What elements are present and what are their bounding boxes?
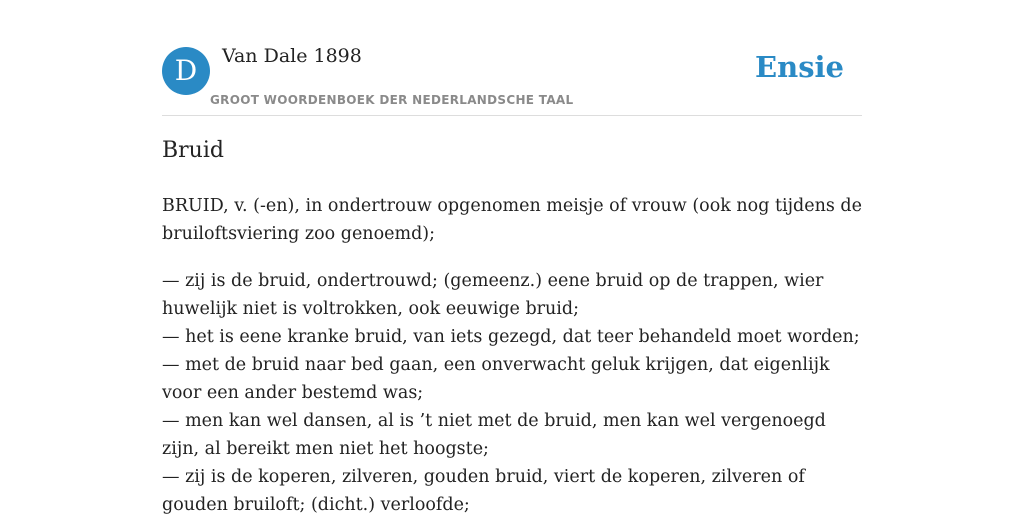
example-item: — het is eene kranke bruid, van iets gezegd, dat teer behandeld moet worden; <box>162 327 860 347</box>
entry-examples <box>162 267 862 519</box>
example-item: — zij is de koperen, zilveren, gouden bruid, viert de koperen, zilveren of gouden bruiloft; (dicht.) verloofde; <box>162 467 805 515</box>
example-item: — met de bruid naar bed gaan, een onverwacht geluk krijgen, dat eigenlijk voor een ander bestemd was; <box>162 355 830 403</box>
entry-definition: BRUID, v. (-en), in ondertrouw opgenomen meisje of vrouw (ook nog tijdens de bruiloftsviering zoo genoemd); <box>162 196 862 244</box>
brand-logo[interactable]: Ensie <box>755 50 844 84</box>
dictionary-subtitle: GROOT WOORDENBOEK DER NEDERLANDSCHE TAAL <box>210 93 574 107</box>
example-item: — zij is de bruid, ondertrouwd; (gemeenz.) eene bruid op de trappen, wier huwelijk niet is voltrokken, ook eeuwige bruid; <box>162 271 824 319</box>
page-container <box>162 0 862 515</box>
dictionary-logo[interactable]: D <box>162 47 210 95</box>
page-header <box>162 0 862 116</box>
dictionary-title[interactable]: Van Dale 1898 <box>222 45 362 67</box>
entry-title: Bruid <box>162 138 224 163</box>
example-item: — men kan wel dansen, al is ’t niet met de bruid, men kan wel vergenoegd zijn, al bereikt men niet het hoogste; <box>162 411 826 459</box>
